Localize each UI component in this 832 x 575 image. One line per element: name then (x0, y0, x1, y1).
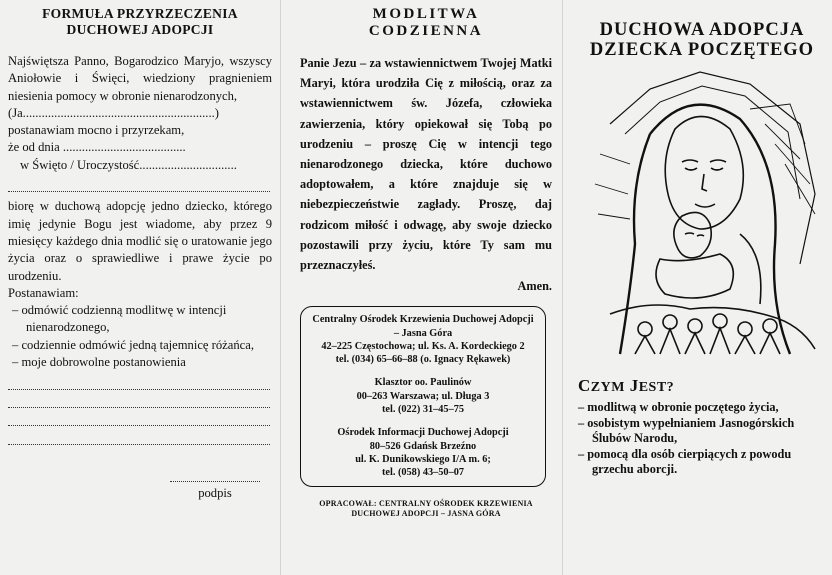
signature-line (170, 473, 260, 482)
pledge-title: FORMUŁA PRZYRZECZENIA DUCHOWEJ ADOPCJI (42, 6, 238, 37)
pledge-panel (0, 0, 280, 575)
blank-line (8, 426, 270, 444)
pledge-name-line: (Ja.............................................................) (8, 105, 219, 120)
pledge-commitment: biorę w duchową adopcję jedno dziecko, którego imię jedynie Bogu jest wiadome, aby przez 9 miesięcy każdego dnia modlić się o uratowanie jego życia oraz o sprawiedliwe i prawe życie po urodzeniu. (8, 199, 272, 283)
address-block: Klasztor oo. Paulinów 00–263 Warszawa; ul. Długa 3 tel. (022) 31–45–75 (356, 377, 490, 416)
blank-line (8, 371, 270, 389)
list-item: – osobistym wypełnianiem Jasnogórskich Ślubów Narodu, (578, 415, 795, 445)
what-is-heading: CZYM JEST? (578, 376, 675, 395)
blank-line (8, 390, 270, 408)
daily-prayer-text: Panie Jezu – za wstawiennictwem Twojej Matki Maryi, która urodziła Cię z miłością, oraz za wstawiennictwem św. Józefa, człowieka zawierzenia, który opiekował się Tobą po urodzeniu – proszę Cię w intencji tego nienarodzonego dziecka, które duchowo adoptowałem, a które znajduje się w niebezpieczeństwie zagłady. Proszę, daj rodzicom miłość i odwagę, aby swoje dziecko pozostawili przy życiu, które Ty sam mu przeznaczyłeś. (300, 56, 552, 273)
address-block: Ośrodek Informacji Duchowej Adopcji 80–526 Gdańsk Brzeźno ul. K. Dunikowskiego I/A m. 6; tel. (058) 43–50–07 (337, 427, 509, 479)
list-item: – modlitwą w obronie poczętego życia, (578, 400, 779, 414)
prayer-title: MODLITWA CODZIENNA (368, 6, 484, 39)
cover-panel (562, 0, 832, 575)
list-item: – odmówić codzienną modlitwę w intencji nienarodzonego, (12, 303, 227, 335)
madonna-child-icon (590, 64, 820, 364)
signature-label: podpis (198, 485, 232, 500)
prayer-amen: Amen. (517, 279, 552, 294)
pledge-resolve: postanawiam mocno i przyrzekam, (8, 123, 185, 138)
pledge-intro: Najświętsza Panno, Bogarodzico Maryjo, wszyscy Aniołowie i Święci, wiedziony pragnieniem niesienia pomocy w obronie nienarodzonych, (8, 54, 272, 103)
signature-area (170, 473, 260, 502)
what-is-list (578, 400, 826, 478)
prayer-panel (280, 0, 562, 575)
pledge-date-line: że od dnia ....................................... (8, 140, 186, 155)
resolutions-list (8, 302, 272, 371)
address-block: Centralny Ośrodek Krzewienia Duchowej Adopcji – Jasna Góra 42–225 Częstochowa; ul. Ks. A. Kordeckiego 2 tel. (034) 65–66–88 (o. Ignacy Rękawek) (312, 314, 534, 366)
list-item: – codziennie odmówić jedną tajemnicę różańca, (12, 337, 254, 352)
credit-line: OPRACOWAŁ: CENTRALNY OŚRODEK KRZEWIENIA DUCHOWEJ ADOPCJI – JASNA GÓRA (319, 498, 533, 518)
list-item: – pomocą dla osób cierpiących z powodu grzechu aborcji. (578, 446, 792, 476)
resolutions-label: Postanawiam: (8, 285, 79, 300)
blank-line (8, 174, 270, 192)
addresses-box (300, 306, 546, 486)
list-item: – moje dobrowolne postanowienia (12, 355, 186, 370)
blank-line (8, 408, 270, 426)
cover-title: DUCHOWA ADOPCJA DZIECKA POCZĘTEGO (589, 20, 815, 60)
pledge-feast-line: w Święto / Uroczystość............................... (20, 157, 237, 172)
